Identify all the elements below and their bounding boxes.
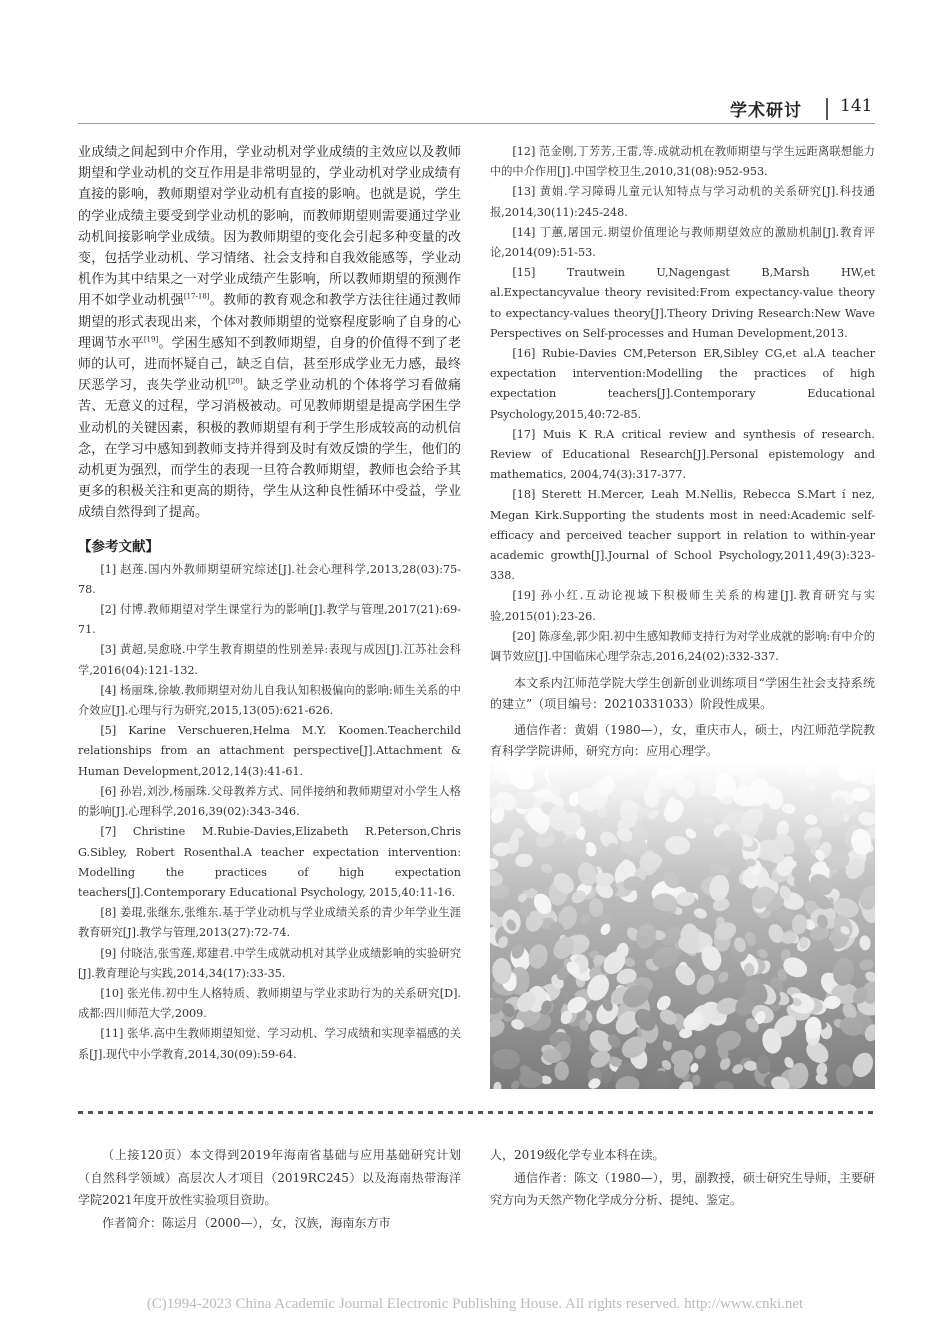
page-header [0, 96, 950, 126]
reference-item: [16] Rubie-Davies CM,Peterson ER,Sibley CG,et al.A teacher expectation intervention:Modelling the practices of high expectation teachers[J].Contemporary Educational Psychology,2015,40:72-85. [490, 347, 875, 421]
left-column [78, 142, 461, 1065]
reference-item: [5] Karine Verschueren,Helma M.Y. Koomen.Teacherchild relationships from an attachment perspective[J].Attachment & Human Development,2012,14(3):41-61. [78, 724, 461, 778]
copyright-footer: (C)1994-2023 China Academic Journal Electronic Publishing House. All rights reserved. http://www.cnki.net [146, 1296, 804, 1312]
reference-item: [1] 赵莲.国内外教师期望研究综述[J].社会心理科学,2013,28(03):75-78. [78, 562, 461, 596]
section-title: 学术研讨 [730, 101, 802, 121]
bottom-left-block [78, 1144, 461, 1234]
reference-item: [8] 姜琨,张继东,张维东.基于学业动机与学业成绩关系的青少年学业生涯教育研究[J].教学与管理,2013(27):72-74. [78, 906, 461, 940]
bottom-right-block [490, 1144, 875, 1212]
reference-item: [13] 黄娟.学习障碍儿童元认知特点与学习动机的关系研究[J].科技通报,2014,30(11):245-248. [490, 185, 875, 219]
reference-item: [20] 陈彦垒,郭少阳.初中生感知教师支持行为对学业成就的影响:有中介的调节效应[J].中国临床心理学杂志,2016,24(02):332-337. [490, 629, 875, 664]
reference-item: [19] 孙小红.互动论视域下积极师生关系的构建[J].教育研究与实验,2015(01):23-26. [490, 589, 875, 623]
funding-note: （上接120页）本文得到2019年海南省基础与应用基础研究计划（自然科学领域）高层次人才项目（2019RC245）以及海南热带海洋学院2021年度开放性实验项目资助。 [78, 1148, 461, 1207]
project-note: 本文系内江师范学院大学生创新创业训练项目“学困生社会支持系统的建立”（项目编号：20210331033）阶段性成果。 [490, 676, 875, 711]
reference-item: [4] 杨丽珠,徐敏.教师期望对幼儿自我认知积极偏向的影响:师生关系的中介效应[J].心理与行为研究,2015,13(05):621-626. [78, 683, 461, 718]
references-heading: 【参考文献】 [78, 538, 159, 555]
reference-item: [14] 丁蕙,屠国元.期望价值理论与教师期望效应的激励机制[J].教育评论,2014(09):51-53. [490, 225, 875, 260]
reference-item: [7] Christine M.Rubie-Davies,Elizabeth R.Peterson,Chris G.Sibley, Robert Rosenthal.A teacher expectation intervention: Modelling the practices of high expectation teachers[J].Contemporary Educational Psychology, 2015,40:11-16. [78, 825, 461, 899]
page-number: 141 [840, 96, 873, 116]
reference-item: [2] 付博.教师期望对学生课堂行为的影响[J].教学与管理,2017(21):69-71. [78, 603, 461, 637]
reference-item: [3] 黄超,吴愈晓.中学生教育期望的性别差异:表现与成因[J].江苏社会科学,2016(04):121-132. [78, 643, 461, 677]
leaf-pattern-image [490, 760, 875, 1089]
reference-item: [17] Muis K R.A critical review and synthesis of research. Review of Educational Research[J].Personal epistemology and mathematics, 2004,74(3):317-377. [490, 427, 875, 482]
author-bio: 作者简介：陈运月（2000—），女，汉族，海南东方市 [102, 1215, 391, 1230]
author-bio-continued: 人，2019级化学专业本科在读。 [490, 1148, 665, 1162]
reference-list-right [490, 142, 875, 667]
right-column [490, 142, 875, 761]
reference-item: [9] 付晓洁,张雪莲,郑建君.中学生成就动机对其学业成绩影响的实验研究[J].教育理论与实践,2014,34(17):33-35. [78, 946, 461, 980]
reference-item: [12] 范金刚,丁芳芳,王雷,等.成就动机在教师期望与学生远距离联想能力中的中介作用[J].中国学校卫生,2010,31(08):952-953. [490, 145, 875, 179]
header-separator [826, 98, 828, 120]
decorative-leaf-photo [490, 760, 875, 1089]
header-rule [78, 123, 875, 124]
reference-item: [10] 张光伟.初中生人格特质、教师期望与学业求助行为的关系研究[D].成都:四川师范大学,2009. [78, 986, 461, 1021]
corresponding-author: 通信作者：陈文（1980—），男，副教授，硕士研究生导师，主要研究方向为天然产物化学成分分析、提纯、鉴定。 [490, 1170, 875, 1207]
body-paragraph: 业成绩之间起到中介作用，学业动机对学业成绩的主效应以及教师期望和学业动机的交互作用是非常明显的，学业动机对学业成绩有直接的影响，教师期望对学业动机有直接的影响。也就是说，学生的学业成绩主要受到学业动机的影响，而教师期望则需要通过学业动机间接影响学业成绩。因为教师期望的变化会引起多种变量的改变，包括学业动机、学习情绪、社会支持和自我效能感等，学业动机作为其中结果之一对学业成绩产生影响，所以教师期望的预测作用不如学业动机强[17-18]。教师的教育观念和教学方法往往通过教师期望的形式表现出来，个体对教师期望的觉察程度影响了自身的心理调节水平[19]。学困生感知不到教师期望，自身的价值得不到了老师的认可，进而怀疑自己，缺乏自信，甚至形成学业无力感，最终厌恶学习，丧失学业动机[20]。缺乏学业动机的个体将学习看做痛苦、无意义的过程，学习消极被动。可见教师期望是提高学困生学业动机的关键因素，积极的教师期望有利于学生形成较高的动机信念，在学习中感知到教师支持并得到及时有效反馈的学生，他们的动机更为强烈，而学生的表现一旦符合教师期望，教师也会给予其更多的积极关注和更高的期待，学生从这种良性循环中受益，学业成绩自然得到了提高。 [78, 145, 461, 521]
reference-item: [18] Sterett H.Mercer, Leah M.Nellis, Rebecca S.Mart í nez, Megan Kirk.Supporting the students most in need:Academic self-efficacy and perceived teacher support in relation to within-year academic growth[J].Journal of School Psychology,2011,49(3):323-338. [490, 488, 875, 583]
author-note: 通信作者：黄娟（1980—），女，重庆市人，硕士，内江师范学院教育科学学院讲师，研究方向：应用心理学。 [490, 723, 875, 758]
reference-item: [11] 张华.高中生教师期望知觉、学习动机、学习成绩和实现幸福感的关系[J].现代中小学教育,2014,30(09):59-64. [78, 1027, 461, 1061]
reference-item: [6] 孙岩,刘沙,杨丽珠.父母教养方式、同伴接纳和教师期望对小学生人格的影响[J].心理科学,2016,39(02):343-346. [78, 784, 461, 819]
citation: [20] [228, 377, 243, 386]
reference-item: [15] Trautwein U,Nagengast B,Marsh HW,et al.Expectancyvalue theory revisited:From expectancy-value theory to expectancy-values theory[J].Theory Driving Research:New Wave Perspectives on Self-processes and Human Development,2013. [490, 266, 875, 340]
reference-list-left [78, 560, 461, 1065]
body-text [78, 142, 461, 524]
section-divider [78, 1111, 875, 1114]
citation: [17-18] [183, 293, 210, 302]
citation: [19] [143, 335, 159, 344]
